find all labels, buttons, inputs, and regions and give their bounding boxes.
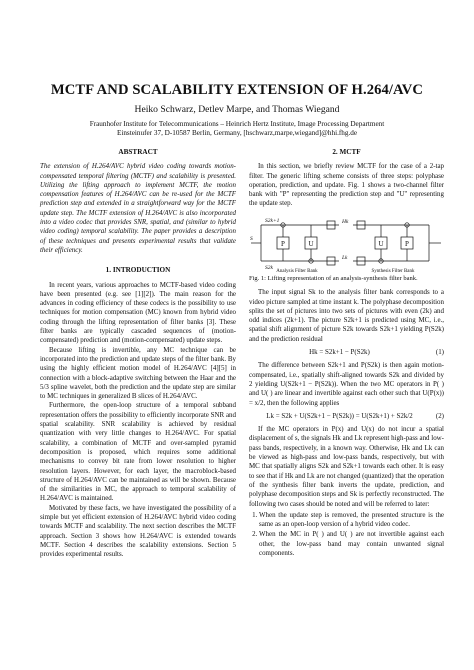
odd-signal-label: S2k+1 xyxy=(265,217,280,224)
intro-paragraph-3: Furthermore, the open-loop structure of a temporal subband representation offers the possibility to efficiently incorporate SNR and spatial scalability. SNR scalability is achieved by residual quantization with very little changes to H.264/AVC. For spatial scalability, a combination of MCTF and over-sampled pyramid decomposition is proposed, which requires some additional mechanisms to convey bit rate from lower resolution to higher resolution layers. However, for each layer, the macroblock-based structure of H.264/AVC can be maintained as will be shown. Because of the similarities in MC, the approach to temporal scalability of H.264/AVC is maintained. xyxy=(40,401,236,503)
list-item: 1. When the update step is removed, the presented structure is the same as an open-loop version of a hybrid video codec. xyxy=(259,511,444,530)
analysis-caption: Analysis Filter Bank xyxy=(276,268,318,273)
affiliation-line-2: Einsteinufer 37, D-10587 Berlin, Germany, [hschwarz,marpe,wiegand]@hhi.fhg.de xyxy=(116,129,358,138)
analysis-p-label: P xyxy=(281,239,285,248)
even-signal-label: S2k xyxy=(265,264,273,271)
lifting-figure xyxy=(249,213,444,273)
intro-paragraph-2: Because lifting is invertible, any MC technique can be incorporated into the prediction and update steps of the filter bank. By using the highly efficient motion model of H.264/AVC [4][5] in connection with a block-adaptive switching between the Haar and the 5/3 spline wavelet, both the prediction and the update step are similar to MC techniques in generalized B slices of H.264/AVC. xyxy=(40,345,236,401)
equation-2 xyxy=(249,412,444,421)
abstract-text: The extension of H.264/AVC hybrid video coding towards motion-compensated temporal filtering (MCTF) and scalability is presented. Utilizing the lifting approach to implement MCTF, the motion compensation features of H.264/AVC can be re-used for the MCTF prediction step and extended in a straightforward way for the MCTF update step. The MCTF extension of H.264/AVC is also incorporated into a video codec that provides SNR, spatial, and (similar to hybrid video coding) temporal scalability. The paper provides a description of these techniques and presents experimental results that validate their efficiency. xyxy=(40,162,236,254)
equation-1-number: (1) xyxy=(435,348,444,357)
introduction-heading: 1. INTRODUCTION xyxy=(105,266,171,275)
affiliation xyxy=(0,120,474,138)
equation-1-body: Hk = S2k+1 − P(S2k) xyxy=(309,348,370,357)
difference-paragraph: The difference between S2k+1 and P(S2k) is then again motion-compensated, i.e., spatially shift-aligned towards S2k and divided by 2 yielding U(S2k+1 − P(S2k)). When the two MC operators in P( ) and U( ) are linear and invertible against each other such that U(P(x)) = x/2, then the following applies xyxy=(249,361,444,407)
equation-1 xyxy=(249,348,444,357)
list-item: 2. When the MC in P( ) and U( ) are not invertible against each other, the low-pass band may contain unwanted signal components. xyxy=(259,530,444,558)
intro-paragraph-1: In recent years, various approaches to MCTF-based video coding have been presented (e.g. see [1][2]). The main reason for the advances in coding efficiency of these codecs is the possibility to use techniques for motion compensation (MC) known from hybrid video coding through the lifting representation of filter banks [3]. These filter banks are typically cascaded sequences of (motion-compensated) prediction and (motion-compensated) update steps. xyxy=(40,280,236,345)
affiliation-line-1: Fraunhofer Institute for Telecommunications – Heinrich Hertz Institute, Image Processing Department xyxy=(89,120,385,128)
highpass-label: Hk xyxy=(342,218,349,225)
intro-paragraph-4: Motivated by these facts, we have investigated the possibility of a simple but yet efficient extension of H.264/AVC hybrid video coding towards MCTF and scalability. The next section describes the MCTF approach. Section 3 shows how H.264/AVC is extended towards MCTF. Section 4 describes the scalability extensions. Section 5 provides experimental results. xyxy=(40,503,236,559)
input-paragraph: The input signal Sk to the analysis filter bank corresponds to a video picture sampled at time instant k. The polyphase decomposition splits the set of pictures into two sets of pictures with even (2k) and odd indices (2k+1). The picture S2k+1 is predicted using MC, i.e., spatial shift alignment of picture S2k towards S2k+1 yielding P(S2k) and the prediction residual xyxy=(249,288,444,343)
notes-list xyxy=(249,511,444,558)
paper-title: MCTF AND SCALABILITY EXTENSION OF H.264/AVC xyxy=(50,82,424,98)
synthesis-p-label: P xyxy=(405,239,409,248)
equation-2-number: (2) xyxy=(435,411,444,420)
left-column xyxy=(40,146,236,559)
lowpass-label: Lk xyxy=(342,254,348,261)
analysis-u-label: U xyxy=(308,239,314,248)
figure-caption: Fig. 1: Lifting representation of an analysis-synthesis filter bank. xyxy=(249,274,418,282)
mctf-paragraph-1: In this section, we briefly review MCTF for the case of a 2-tap filter. The generic lifting scheme consists of three steps: polyphase operation, prediction, and update. Fig. 1 shows a two-channel filter bank with "P" representing the prediction step and "U" representing the update step. xyxy=(249,162,444,208)
authors: Heiko Schwarz, Detlev Marpe, and Thomas Wiegand xyxy=(134,104,340,115)
right-column xyxy=(249,146,444,559)
synthesis-u-label: U xyxy=(378,239,384,248)
filter-bank-diagram xyxy=(249,213,444,273)
equation-2-body: Lk = S2k + U(S2k+1 − P(S2k)) = U(S2k+1) + S2k/2 xyxy=(266,411,413,420)
input-signal-label: S xyxy=(250,235,253,242)
mc-paragraph: If the MC operators in P(x) and U(x) do not incur a spatial displacement of s, the signals Hk and Lk represent high-pass and low-pass bands, respectively, in a known way. Otherwise, Hk and Lk can be viewed as high-pass and low-pass bands, respectively, but with MC that spatially aligns S2k and S2k+1 towards each other. It is easy to see that if Hk and Lk are not changed (quantized) that the operation of the synthesis filter bank inverts the update, prediction, and polyphase decomposition steps and Sk is perfectly reconstructed. The following two cases should be noted and will be referred to later: xyxy=(249,425,444,508)
abstract-heading: ABSTRACT xyxy=(118,148,158,156)
mctf-heading: 2. MCTF xyxy=(332,148,361,156)
synthesis-caption: Synthesis Filter Bank xyxy=(371,268,415,273)
